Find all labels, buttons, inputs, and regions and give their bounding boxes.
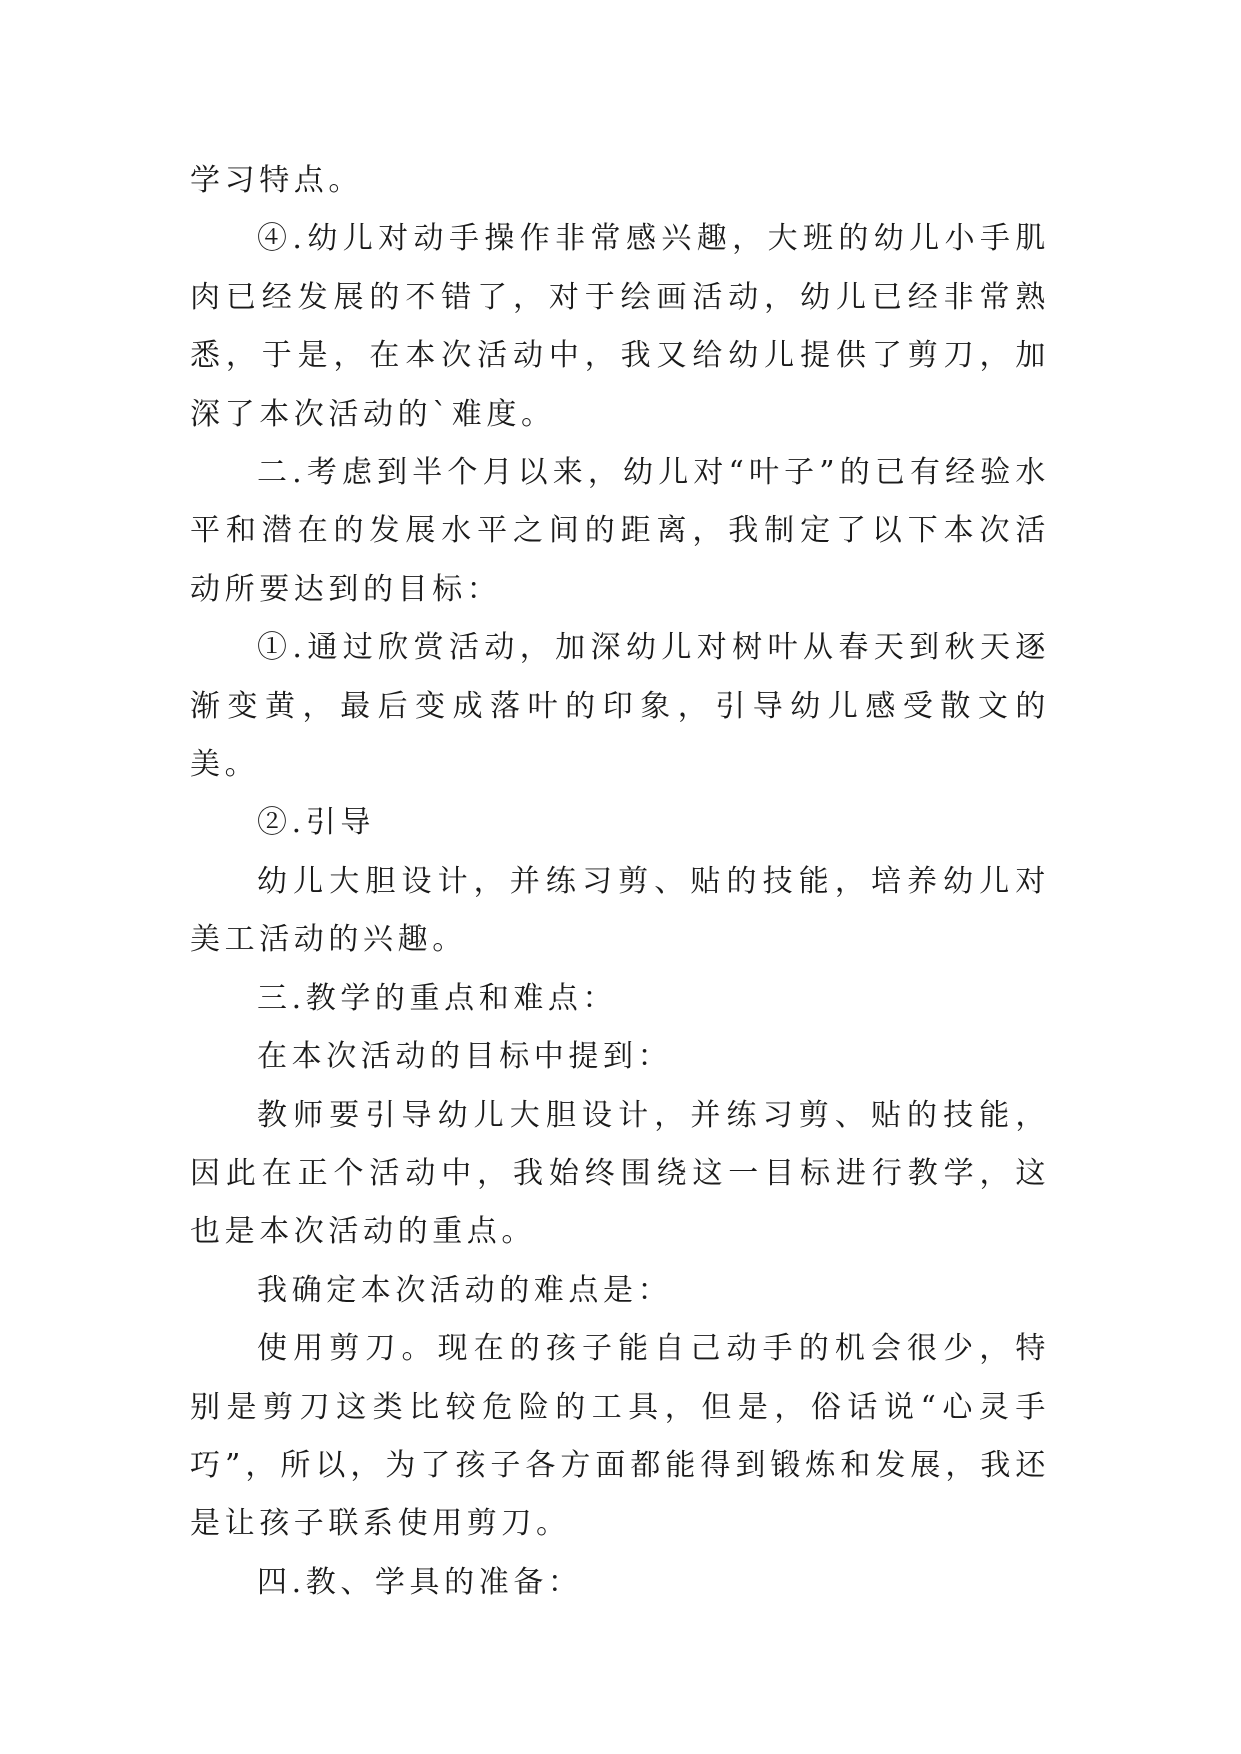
paragraph-11: 使用剪刀。现在的孩子能自己动手的机会很少，特别是剪刀这类比较危险的工具，但是，俗话说“心灵手巧”，所以，为了孩子各方面都能得到锻炼和发展，我还是让孩子联系使用剪刀。 [190,1331,1050,1542]
paragraph-2: ④.幼儿对动手操作非常感兴趣，大班的幼儿小手肌肉已经发展的不错了，对于绘画活动，幼儿已经非常熟悉，于是，在本次活动中，我又给幼儿提供了剪刀，加深了本次活动的`难度。 [190,221,1050,432]
paragraph-10: 我确定本次活动的难点是： [257,1272,673,1308]
paragraph-12: 四.教、学具的准备： [257,1564,583,1600]
paragraph-9: 教师要引导幼儿大胆设计，并练习剪、贴的技能，因此在正个活动中，我始终围绕这一目标进行教学，这也是本次活动的重点。 [190,1097,1050,1250]
document-body [190,152,1050,1612]
paragraph-1: 学习特点。 [190,163,363,198]
paragraph-3: 二.考虑到半个月以来，幼儿对“叶子”的已有经验水平和潜在的发展水平之间的距离，我制定了以下本次活动所要达到的目标： [190,455,1050,607]
paragraph-5: ②.引导 [257,805,375,841]
paragraph-7: 三.教学的重点和难点： [257,980,618,1016]
paragraph-8: 在本次活动的目标中提到： [257,1039,673,1075]
paragraph-4: ①.通过欣赏活动，加深幼儿对树叶从春天到秋天逐渐变黄，最后变成落叶的印象，引导幼儿感受散文的美。 [190,630,1050,783]
paragraph-6: 幼儿大胆设计，并练习剪、贴的技能，培养幼儿对美工活动的兴趣。 [190,863,1050,958]
